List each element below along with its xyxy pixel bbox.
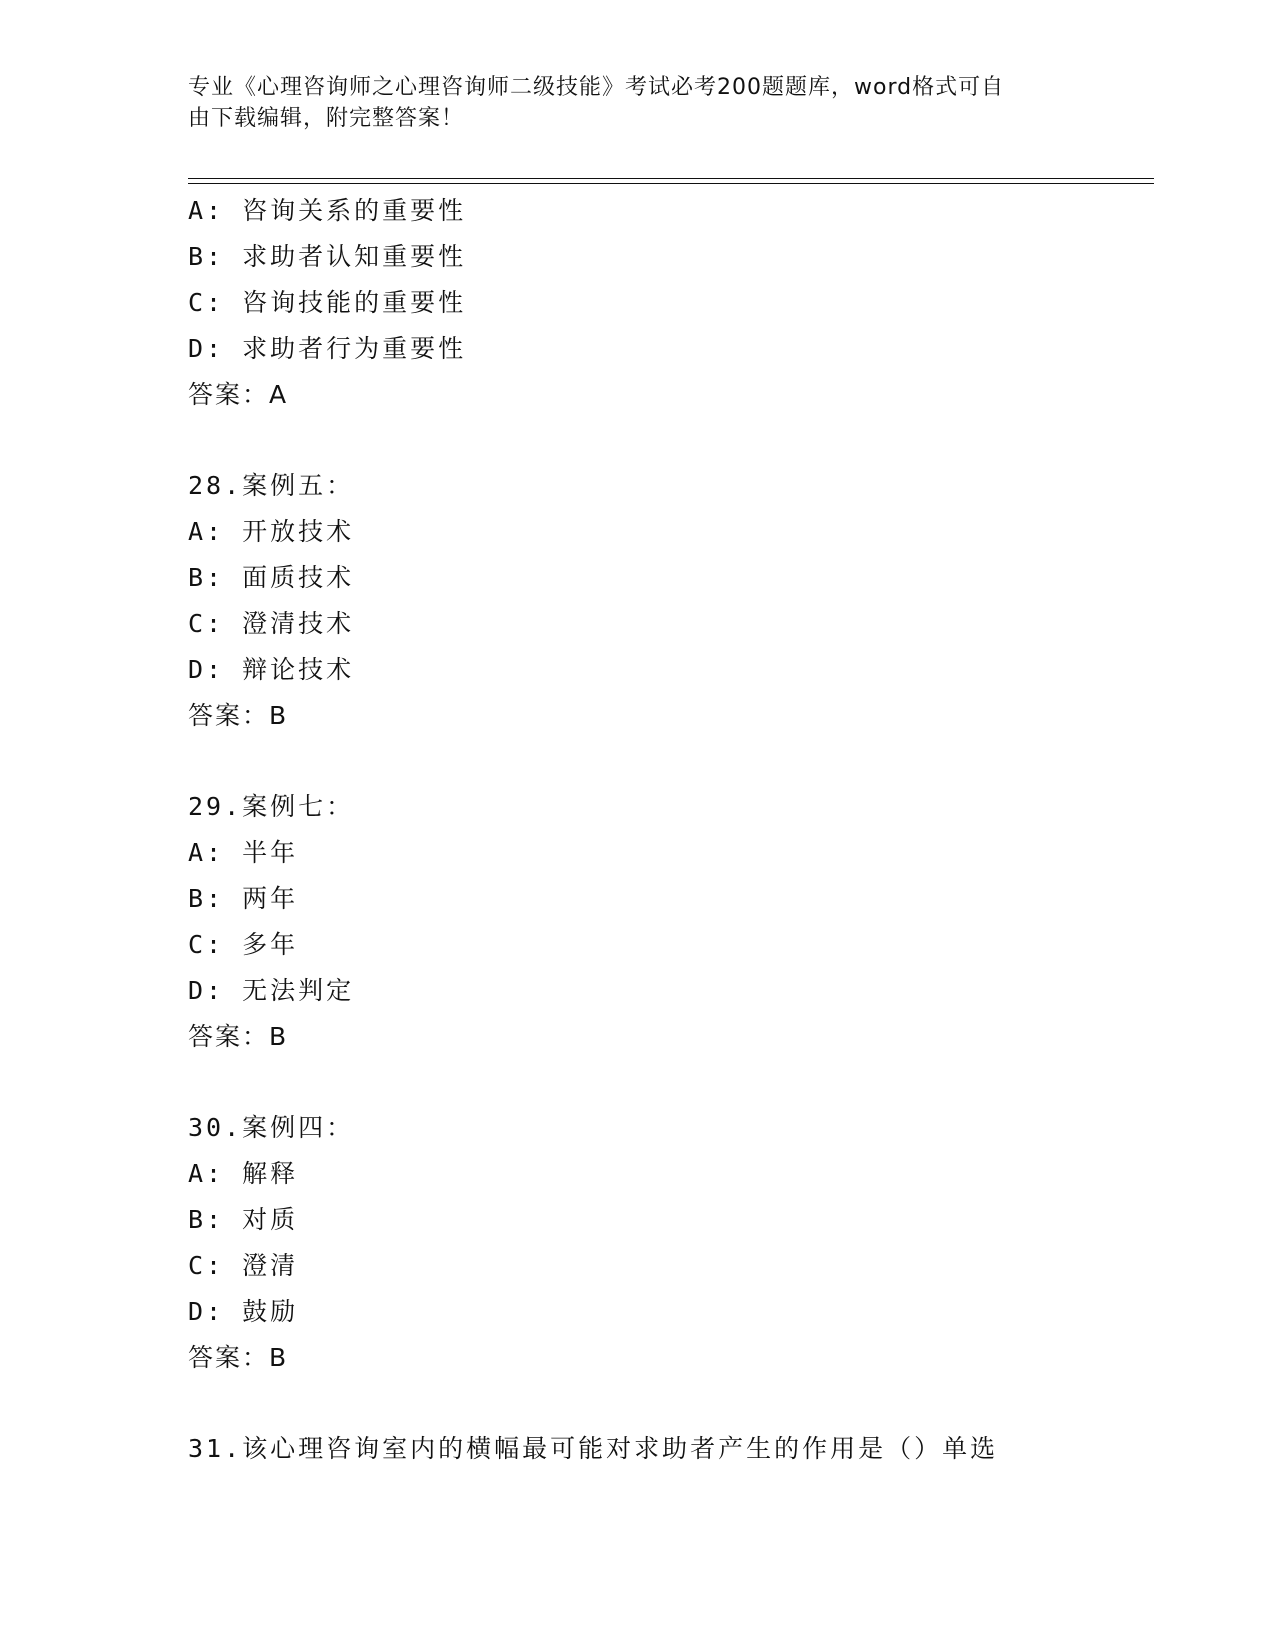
option-d: D: 求助者行为重要性 — [188, 334, 467, 363]
answer-line: 答案：A — [188, 380, 289, 409]
option-c: C: 咨询技能的重要性 — [188, 288, 467, 317]
spacer — [188, 739, 1154, 784]
option-a: A: 开放技术 — [188, 517, 355, 546]
question-title: 29.案例七： — [188, 792, 355, 821]
header-divider-top — [188, 178, 1154, 179]
option-a: A: 解释 — [188, 1159, 299, 1188]
question-31 — [188, 1426, 1154, 1472]
option-b: B: 两年 — [188, 884, 299, 913]
question-29 — [188, 784, 1154, 1060]
option-a: A: 半年 — [188, 838, 299, 867]
option-b: B: 求助者认知重要性 — [188, 242, 467, 271]
answer-line: 答案：B — [188, 1343, 289, 1372]
option-c: C: 澄清技术 — [188, 609, 355, 638]
header-divider-bottom — [188, 183, 1154, 184]
option-d: D: 鼓励 — [188, 1297, 299, 1326]
document-body — [188, 188, 1154, 1472]
header-line-1: 专业《心理咨询师之心理咨询师二级技能》考试必考200题题库，word格式可自 — [188, 75, 1005, 100]
spacer — [188, 418, 1154, 463]
question-title: 28.案例五： — [188, 471, 355, 500]
option-b: B: 面质技术 — [188, 563, 355, 592]
answer-line: 答案：B — [188, 1022, 289, 1051]
option-a: A: 咨询关系的重要性 — [188, 196, 467, 225]
option-c: C: 多年 — [188, 930, 299, 959]
question-title: 30.案例四： — [188, 1113, 355, 1142]
spacer — [188, 1381, 1154, 1426]
answer-line: 答案：B — [188, 701, 289, 730]
option-d: D: 无法判定 — [188, 976, 355, 1005]
spacer — [188, 1060, 1154, 1105]
option-c: C: 澄清 — [188, 1251, 299, 1280]
option-d: D: 辩论技术 — [188, 655, 355, 684]
question-27-continued — [188, 188, 1154, 418]
question-30 — [188, 1105, 1154, 1381]
option-b: B: 对质 — [188, 1205, 299, 1234]
document-header — [188, 72, 1068, 134]
header-line-2: 由下载编辑，附完整答案！ — [188, 106, 465, 131]
question-28 — [188, 463, 1154, 739]
question-title: 31.该心理咨询室内的横幅最可能对求助者产生的作用是（）单选 — [188, 1434, 999, 1463]
